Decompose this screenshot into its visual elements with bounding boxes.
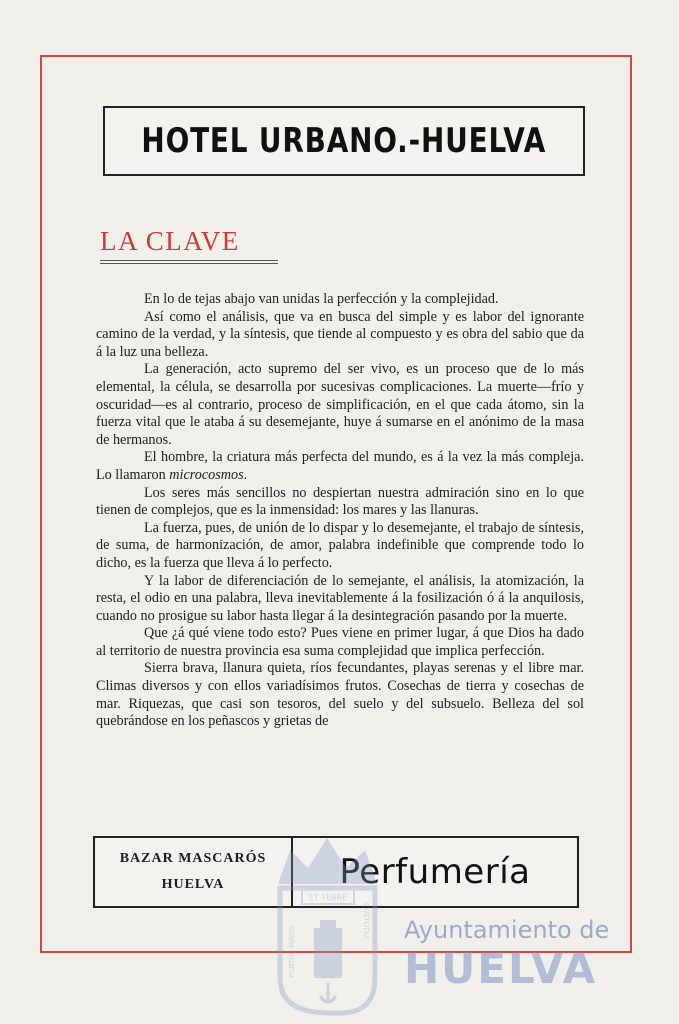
paragraph-4-text: El hombre, la criatura más perfecta del mundo, es á la vez la más compleja. Lo llamaron <box>96 449 584 483</box>
bazar-mascaros-ad <box>95 838 293 906</box>
seal-crown-icon <box>278 838 377 884</box>
article-paragraph-4 <box>96 449 584 484</box>
seal-anchor-icon <box>320 983 336 1003</box>
article-paragraph-2: Así como el análisis, que va en busca del simple y es labor del ignorante camino de la verdad, y la síntesis, que tiende al compuesto y es obra del sabio que da á la luz una belleza. <box>96 308 584 360</box>
perfumeria-ad: Perfumería <box>339 852 531 892</box>
article-paragraph-6: La fuerza, pues, de unión de lo dispar y lo desemejante, el trabajo de síntesis, de suma, de harmonización, de amor, palabra indefinible que comprende todo lo dicho, es la fuerza que lleva á lo perfecto. <box>96 519 584 571</box>
header-advertisement <box>103 106 585 176</box>
seal-top-text: ET TERRE <box>308 893 348 902</box>
article-paragraph-9: Sierra brava, llanura quieta, ríos fecundantes, playas serenas y el libre mar. Climas diversos y con ellos variadísimos frutos. Cosechas de tierra y cosechas de mar. Riquezas, que casi son tesoros, del suelo y del subsuelo. Belleza del sol quebrándose en los peñascos y grietas de <box>96 660 584 730</box>
article-paragraph-5: Los seres más sencillos no despiertan nuestra admiración sino en lo que tienen de complejos, que es la inmensidad: los mares y las llanuras. <box>96 484 584 519</box>
title-underline <box>100 260 278 264</box>
article-title: LA CLAVE <box>100 226 240 256</box>
article-paragraph-8: Que ¿á qué viene todo esto? Pues viene en primer lugar, á que Dios ha dado al territorio de nuestra provincia esa suma complejidad que implica perfección. <box>96 625 584 659</box>
article-paragraph-1: En lo de tejas abajo van unidas la perfección y la complejidad. <box>144 291 499 307</box>
article-paragraph-7: Y la labor de diferenciación de lo semejante, el análisis, la atomización, la resta, el odio en una palabra, lleva inevitablemente á la fosilización ó á la anquilosis, cuando no prosigue su labor hasta llegar á la desintegración pasando por la muerte. <box>96 572 584 624</box>
paragraph-4-end: . <box>243 466 248 483</box>
article-paragraph-3: La generación, acto supremo del ser vivo, es un proceso que de lo más elemental, la célula, se desarrolla por sucesivas complicaciones. La muerte—frío y oscuridad—es al contrario, proceso de simplificación, en el que cada átomo, sin la fuerza vital que le ataba á su desemejante, huye á sumarse en el anónimo de la masa de hermanos. <box>96 361 584 448</box>
seal-tower-icon <box>314 920 342 978</box>
watermark-line-1: Ayuntamiento de <box>404 916 610 944</box>
header-ad-text: HOTEL URBANO.-HUELVA <box>141 121 547 161</box>
bazar-city: HUELVA <box>161 877 225 892</box>
paragraph-4-italic: microcosmos <box>169 466 244 483</box>
bazar-name: BAZAR MASCARÓS <box>119 851 267 866</box>
seal-left-text: PORTUS MARIS <box>288 925 296 978</box>
article-body <box>96 291 584 731</box>
seal-right-text: CUSTODIA <box>362 903 370 940</box>
watermark-line-2: HUELVA <box>404 944 598 993</box>
